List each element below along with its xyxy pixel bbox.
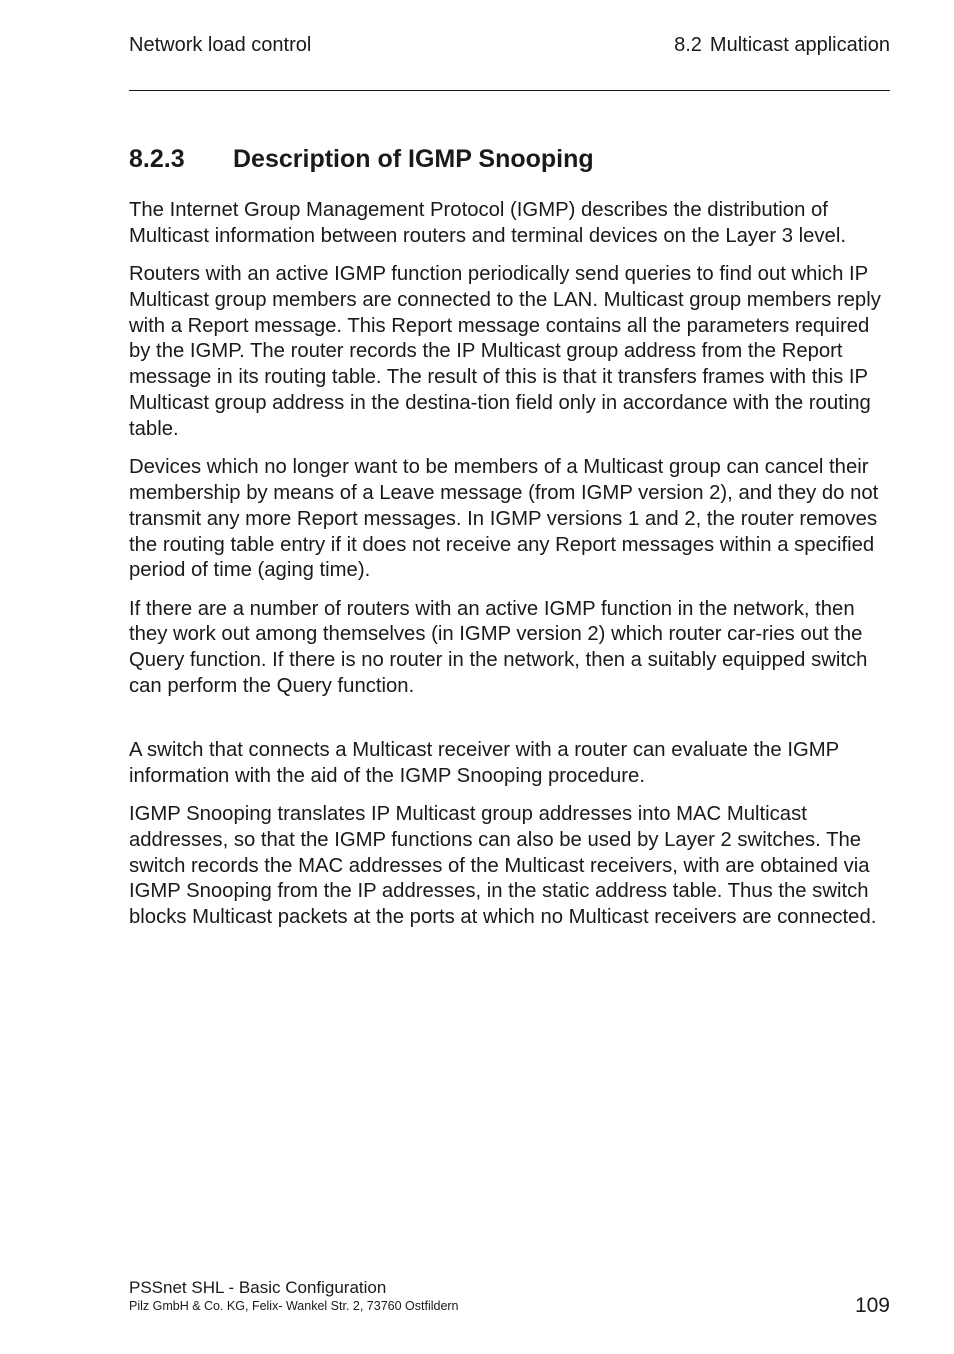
paragraph: Routers with an active IGMP function periodically send queries to find out which IP Multicast group members are connected to the LAN. Multicast group members reply with a Report message. This Report message contains all the parameters required by the IGMP. The router records the IP Multicast group address from the Report message in its routing table. The result of this is that it transfers frames with this IP Multicast group address in the destina-tion field only in accordance with the routing table. xyxy=(129,263,881,440)
paragraph: If there are a number of routers with an active IGMP function in the network, then they work out among themselves (in IGMP version 2) which router car-ries out the Query function. If there is no router in the network, then a suitably equipped switch can perform the Query function. xyxy=(129,597,868,698)
footer-address: Pilz GmbH & Co. KG, Felix- Wankel Str. 2, 73760 Ostfildern xyxy=(129,1299,459,1313)
header-section-number: 8.2 xyxy=(674,34,702,56)
body-text xyxy=(129,198,891,943)
footer-document-title: PSSnet SHL - Basic Configuration xyxy=(129,1278,387,1297)
section-heading xyxy=(129,144,594,174)
section-number: 8.2.3 xyxy=(129,145,185,173)
paragraph: The Internet Group Management Protocol (IGMP) describes the distribution of Multicast information between routers and terminal devices on the Layer 3 level. xyxy=(129,199,846,247)
header-chapter-title: Network load control xyxy=(129,34,312,56)
paragraph: Devices which no longer want to be members of a Multicast group can cancel their membership by means of a Leave message (from IGMP version 2), and they do not transmit any more Report messages. In IGMP versions 1 and 2, the router removes the routing table entry if it does not receive any Report messages within a specified period of time (aging time). xyxy=(129,456,879,582)
header-divider xyxy=(129,90,890,91)
header-section-title: Multicast application xyxy=(709,34,890,56)
paragraph: IGMP Snooping translates IP Multicast group addresses into MAC Multicast addresses, so that the IGMP functions can also be used by Layer 2 switches. The switch records the MAC addresses of the Multicast receivers, with are obtained via IGMP Snooping from the IP addresses, in the static address table. Thus the switch blocks Multicast packets at the ports at which no Multicast receivers are connected. xyxy=(129,802,877,929)
paragraph: A switch that connects a Multicast receiver with a router can evaluate the IGMP information with the aid of the IGMP Snooping procedure. xyxy=(129,738,839,787)
header-section xyxy=(674,33,890,57)
section-title: Description of IGMP Snooping xyxy=(233,145,594,173)
page-number: 109 xyxy=(854,1294,890,1317)
